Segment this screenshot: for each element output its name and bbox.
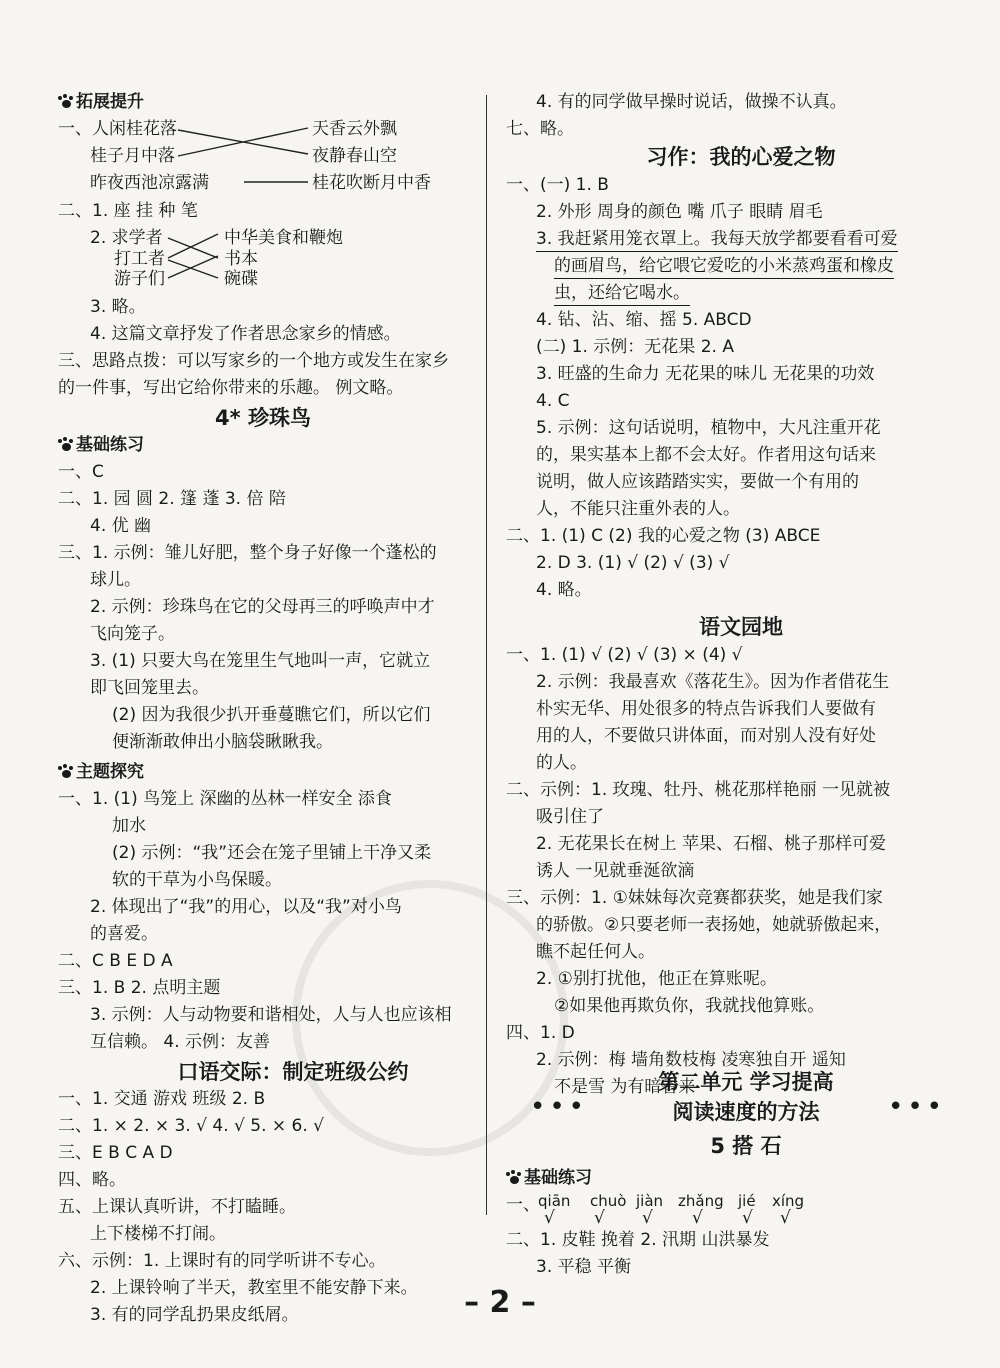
answer-line: 二、1. 座 挂 种 笔 xyxy=(58,201,198,221)
section-title: 语文园地 xyxy=(699,615,783,639)
answer-line: 吸引住了 xyxy=(536,807,604,827)
matching-lines-2 xyxy=(58,220,528,300)
answer-line: 3. 示例：人与动物要和谐相处，人与人也应该相 xyxy=(90,1005,452,1025)
matching-lines-1 xyxy=(58,110,528,210)
answer-line: 的人。 xyxy=(536,753,587,773)
answer-line: 上下楼梯不打闹。 xyxy=(90,1224,226,1244)
paw-icon xyxy=(58,764,74,778)
right-column xyxy=(506,0,976,1368)
answer-line: 二、1. 园 圆 2. 篷 蓬 3. 倍 陪 xyxy=(58,489,286,509)
match2-right-1: 中华美食和鞭炮 xyxy=(224,228,343,248)
answer-line: 五、上课认真听讲，不打瞌睡。 xyxy=(58,1197,296,1217)
lesson-title: 4* 珍珠鸟 xyxy=(215,406,311,430)
answer-line: 三、1. B 2. 点明主题 xyxy=(58,978,221,998)
paw-icon xyxy=(506,1170,522,1184)
answer-line: 二、C B E D A xyxy=(58,951,173,971)
answer-line: 六、示例：1. 上课时有的同学听讲不专心。 xyxy=(58,1251,386,1271)
answer-line: 二、1. (1) C (2) 我的心爱之物 (3) ABCE xyxy=(506,526,821,546)
pinyin: jiàn xyxy=(636,1192,664,1210)
answer-line: 一、(一) 1. B xyxy=(506,175,609,195)
answer-line: 2. 无花果长在树上 苹果、石榴、桃子那样可爱 xyxy=(536,834,887,854)
answer-line: 3. 有的同学乱扔果皮纸屑。 xyxy=(90,1305,299,1325)
answer-line: 2. 示例：我最喜欢《落花生》。因为作者借花生 xyxy=(536,672,890,692)
paw-icon xyxy=(58,94,74,108)
answer-line: 一、1. 交通 游戏 班级 2. B xyxy=(58,1089,266,1109)
answer-line: 三、E B C A D xyxy=(58,1143,173,1163)
check-mark: √ xyxy=(780,1208,791,1228)
answer-line: 七、略。 xyxy=(506,119,574,139)
left-column xyxy=(58,0,528,1368)
answer-line: (2) 示例：“我”还会在笼子里铺上干净又柔 xyxy=(112,843,432,863)
match-right-1: 天香云外飘 xyxy=(312,119,397,139)
answer-line: 4. 优 幽 xyxy=(90,516,152,536)
answer-line: 瞧不起任何人。 xyxy=(536,942,655,962)
answer-line: 2. 示例：梅 墙角数枝梅 凌寒独自开 遥知 xyxy=(536,1050,846,1070)
answer-line: 2. ①别打扰他，他正在算账呢。 xyxy=(536,969,777,989)
answer-line: 三、示例：1. ①妹妹每次竞赛都获奖，她是我们家 xyxy=(506,888,883,908)
match2-right-2: 书本 xyxy=(224,249,258,269)
unit-title: 第二单元 学习提高 xyxy=(658,1070,834,1094)
answer-line: 便渐渐敢伸出小脑袋瞅瞅我。 xyxy=(112,732,333,752)
answer-line: 不是雪 为有暗香来 xyxy=(554,1077,696,1097)
answer-line: (二) 1. 示例：无花果 2. A xyxy=(536,337,734,357)
section-heading: 主题探究 xyxy=(58,760,144,784)
answer-line: 的一件事，写出它给你带来的乐趣。 例文略。 xyxy=(58,378,404,398)
section-title: 习作：我的心爱之物 xyxy=(646,145,836,169)
answer-line: 一、1. (1) 鸟笼上 深幽的丛林一样安全 添食 xyxy=(58,789,392,809)
answer-line: 二、1. × 2. × 3. √ 4. √ 5. × 6. √ xyxy=(58,1116,324,1136)
pinyin: chuò xyxy=(590,1192,627,1210)
answer-line: 3. 平稳 平衡 xyxy=(536,1257,632,1277)
answer-line: 5. 示例：这句话说明，植物中，大凡注重开花 xyxy=(536,418,881,438)
check-mark: √ xyxy=(742,1208,753,1228)
answer-line: 4. 钻、沾、缩、摇 5. ABCD xyxy=(536,310,752,330)
answer-line: 二、示例：1. 玫瑰、牡丹、桃花那样艳丽 一见就被 xyxy=(506,780,891,800)
underlined-answer: 虫，还给它喝水。 xyxy=(554,281,690,306)
match-left-1: 一、人闲桂花落 xyxy=(58,119,177,139)
pinyin: jié xyxy=(738,1192,756,1210)
answer-line: 飞向笼子。 xyxy=(90,624,175,644)
answer-line: 3. (1) 只要大鸟在笼里生气地叫一声，它就立 xyxy=(90,651,431,671)
check-mark: √ xyxy=(692,1208,703,1228)
paw-icon xyxy=(58,437,74,451)
match2-left-1: 2. 求学者 xyxy=(90,228,163,248)
check-mark: √ xyxy=(544,1208,555,1228)
answer-line: 一、C xyxy=(58,462,104,482)
answer-line: 人，不能只注重外表的人。 xyxy=(536,499,740,519)
answer-line: 软的干草为小鸟保暖。 xyxy=(112,870,282,890)
answer-line: 朴实无华、用处很多的特点告诉我们人要做有 xyxy=(536,699,876,719)
answer-line: 4. C xyxy=(536,391,570,411)
answer-line: 一、1. (1) √ (2) √ (3) × (4) √ xyxy=(506,645,743,665)
unit-subtitle: 阅读速度的方法 xyxy=(672,1100,820,1124)
answer-line: 一、 xyxy=(506,1195,540,1215)
answer-line: 说明，做人应该踏踏实实，要做一个有用的 xyxy=(536,472,859,492)
answer-line: 4. 这篇文章抒发了作者思念家乡的情感。 xyxy=(90,324,401,344)
section-heading: 基础练习 xyxy=(506,1166,592,1190)
answer-line: 2. 体现出了“我”的用心，以及“我”对小鸟 xyxy=(90,897,402,917)
answer-line: 四、1. D xyxy=(506,1023,575,1043)
answer-line: (2) 因为我很少扒开垂蔓瞧它们，所以它们 xyxy=(112,705,431,725)
answer-line: 三、1. 示例：雏儿好肥，整个身子好像一个蓬松的 xyxy=(58,543,437,563)
match-right-2: 夜静春山空 xyxy=(312,146,397,166)
check-mark: √ xyxy=(594,1208,605,1228)
answer-line: 4. 略。 xyxy=(536,580,592,600)
check-mark: √ xyxy=(642,1208,653,1228)
pinyin: zhǎng xyxy=(678,1192,724,1210)
answer-line: ②如果他再欺负你，我就找他算账。 xyxy=(554,996,825,1016)
answer-line: 2. 外形 周身的颜色 嘴 爪子 眼睛 眉毛 xyxy=(536,202,823,222)
answer-line: 诱人 一见就垂涎欲滴 xyxy=(536,861,695,881)
decorative-dots-right: ••• xyxy=(888,1092,947,1122)
section-heading: 拓展提升 xyxy=(58,90,144,114)
section-title: 口语交际：制定班级公约 xyxy=(177,1060,409,1084)
match2-right-3: 碗碟 xyxy=(224,269,258,289)
answer-line: 即飞回笼里去。 xyxy=(90,678,209,698)
answer-line: 互信赖。 4. 示例：友善 xyxy=(90,1032,271,1052)
match2-left-3: 游子们 xyxy=(114,269,165,289)
decorative-dots-left: ••• xyxy=(530,1092,589,1122)
answer-line: 三、思路点拨：可以写家乡的一个地方或发生在家乡 xyxy=(58,351,449,371)
answer-line: 的骄傲。②只要老师一表扬她，她就骄傲起来， xyxy=(536,915,892,935)
match-right-3: 桂花吹断月中香 xyxy=(312,173,431,193)
answer-line: 用的人，不要做只讲体面，而对别人没有好处 xyxy=(536,726,876,746)
answer-line: 2. 上课铃响了半天，教室里不能安静下来。 xyxy=(90,1278,418,1298)
answer-line: 3. 略。 xyxy=(90,297,146,317)
answer-line: 4. 有的同学做早操时说话，做操不认真。 xyxy=(536,92,847,112)
section-heading: 基础练习 xyxy=(58,433,144,457)
page-number: – 2 – xyxy=(464,1285,536,1320)
answer-line: 二、1. 皮鞋 挽着 2. 汛期 山洪暴发 xyxy=(506,1230,770,1250)
answer-line: 的喜爱。 xyxy=(90,924,158,944)
answer-line: 2. 示例：珍珠鸟在它的父母再三的呼唤声中才 xyxy=(90,597,435,617)
answer-line: 球儿。 xyxy=(90,570,141,590)
pinyin: qiān xyxy=(538,1192,571,1210)
answer-line: 的，果实基本上都不会太好。作者用这句话来 xyxy=(536,445,876,465)
underlined-answer: 的画眉鸟，给它喂它爱吃的小米蒸鸡蛋和橡皮 xyxy=(554,254,894,279)
match-left-2: 桂子月中落 xyxy=(90,146,175,166)
answer-line: 2. D 3. (1) √ (2) √ (3) √ xyxy=(536,553,730,573)
match2-left-2: 打工者 xyxy=(114,249,165,269)
lesson-title: 5 搭 石 xyxy=(710,1134,782,1158)
underlined-answer: 3. 我赶紧用笼衣罩上。我每天放学都要看看可爱 xyxy=(536,227,898,252)
match-left-3: 昨夜西池凉露满 xyxy=(90,173,209,193)
answer-line: 3. 旺盛的生命力 无花果的味儿 无花果的功效 xyxy=(536,364,875,384)
pinyin: xíng xyxy=(772,1192,805,1210)
answer-line: 加水 xyxy=(112,816,146,836)
answer-line: 四、略。 xyxy=(58,1170,126,1190)
